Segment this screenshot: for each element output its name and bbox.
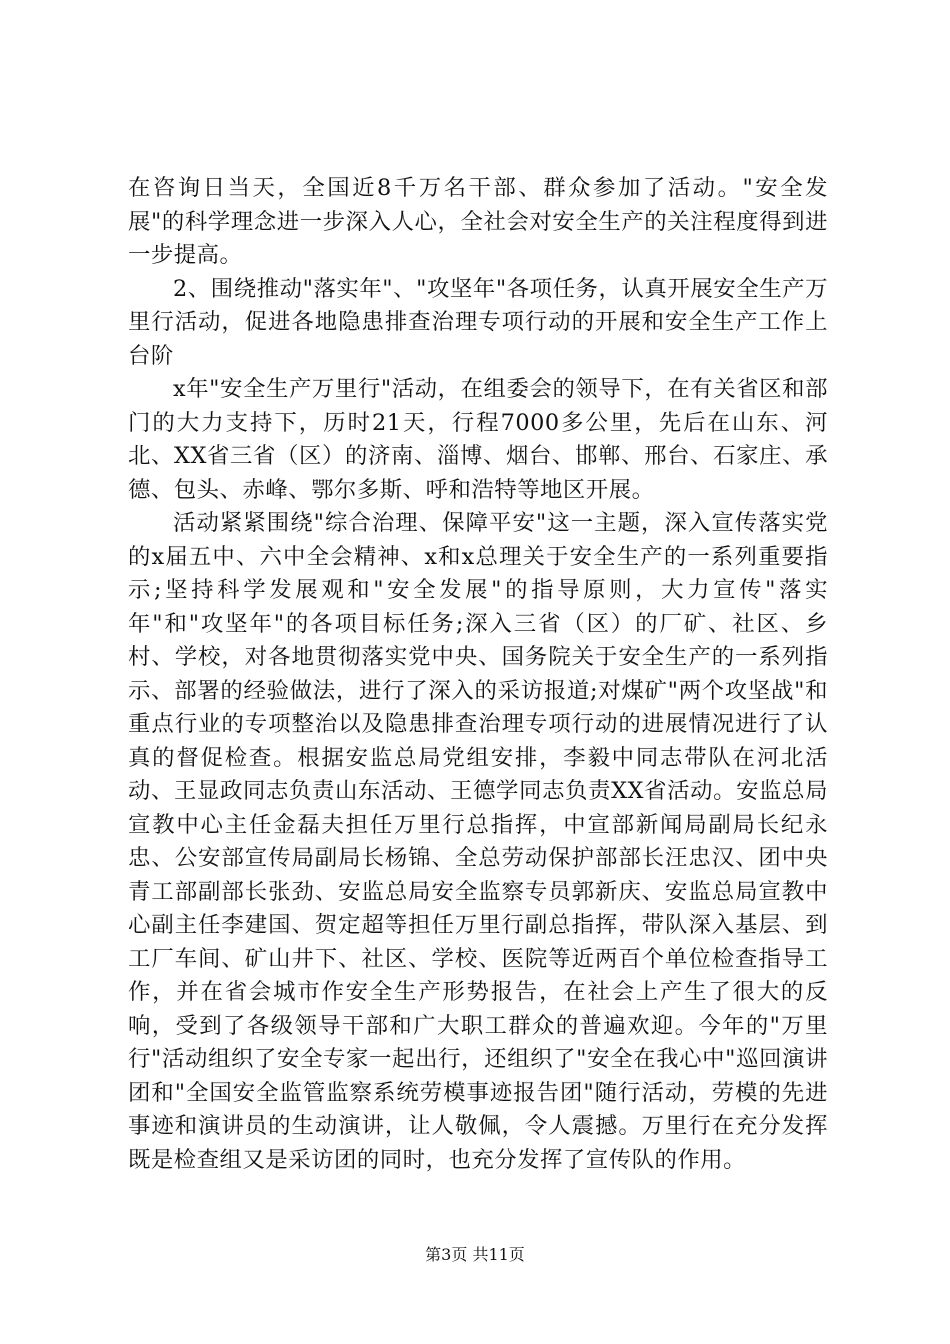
paragraph-section-heading: 2、围绕推动"落实年"、"攻坚年"各项任务，认真开展安全生产万里行活动，促进各地隐患排查治理专项行动的开展和安全生产工作上台阶 <box>128 275 828 369</box>
paragraph-activity-overview: x年"安全生产万里行"活动，在组委会的领导下，在有关省区和部门的大力支持下，历时21天，行程7000多公里，先后在山东、河北、XX省三省（区）的济南、淄博、烟台、邯郸、邢台、石家庄、承德、包头、赤峰、鄂尔多斯、呼和浩特等地区开展。 <box>128 376 828 503</box>
paragraph-continuation: 在咨询日当天，全国近8千万名干部、群众参加了活动。"安全发展"的科学理念进一步深入人心，全社会对安全生产的关注程度得到进一步提高。 <box>128 175 828 268</box>
paragraph-activity-details: 活动紧紧围绕"综合治理、保障平安"这一主题，深入宣传落实党的x届五中、六中全会精神、x和x总理关于安全生产的一系列重要指示;坚持科学发展观和"安全发展"的指导原则，大力宣传"落实年"和"攻坚年"的各项目标任务;深入三省（区）的厂矿、社区、乡村、学校，对各地贯彻落实党中央、国务院关于安全生产的一系列指示、部署的经验做法，进行了深入的采访报道;对煤矿"两个攻坚战"和重点行业的专项整治以及隐患排查治理专项行动的进展情况进行了认真的督促检查。根据安监总局党组安排，李毅中同志带队在河北活动、王显政同志负责山东活动、王德学同志负责XX省活动。安监总局宣教中心主任金磊夫担任万里行总指挥，中宣部新闻局副局长纪永忠、公安部宣传局副局长杨锦、全总劳动保护部部长汪忠汉、团中央青工部副部长张劲、安监总局安全监察专员郭新庆、安监总局宣教中心副主任李建国、贺定超等担任万里行副总指挥，带队深入基层、到工厂车间、矿山井下、社区、学校、医院等近两百个单位检查指导工作，并在省会城市作安全生产形势报告，在社会上产生了很大的反响，受到了各级领导干部和广大职工群众的普遍欢迎。今年的"万里行"活动组织了安全专家一起出行，还组织了"安全在我心中"巡回演讲团和"全国安全监管监察系统劳模事迹报告团"随行活动，劳模的先进事迹和演讲员的生动演讲，让人敬佩，令人震撼。万里行在充分发挥既是检查组又是采访团的同时，也充分发挥了宣传队的作用。 <box>128 510 828 1173</box>
page-number-footer: 第3页 共11页 <box>425 1245 525 1264</box>
document-body <box>128 172 828 1177</box>
